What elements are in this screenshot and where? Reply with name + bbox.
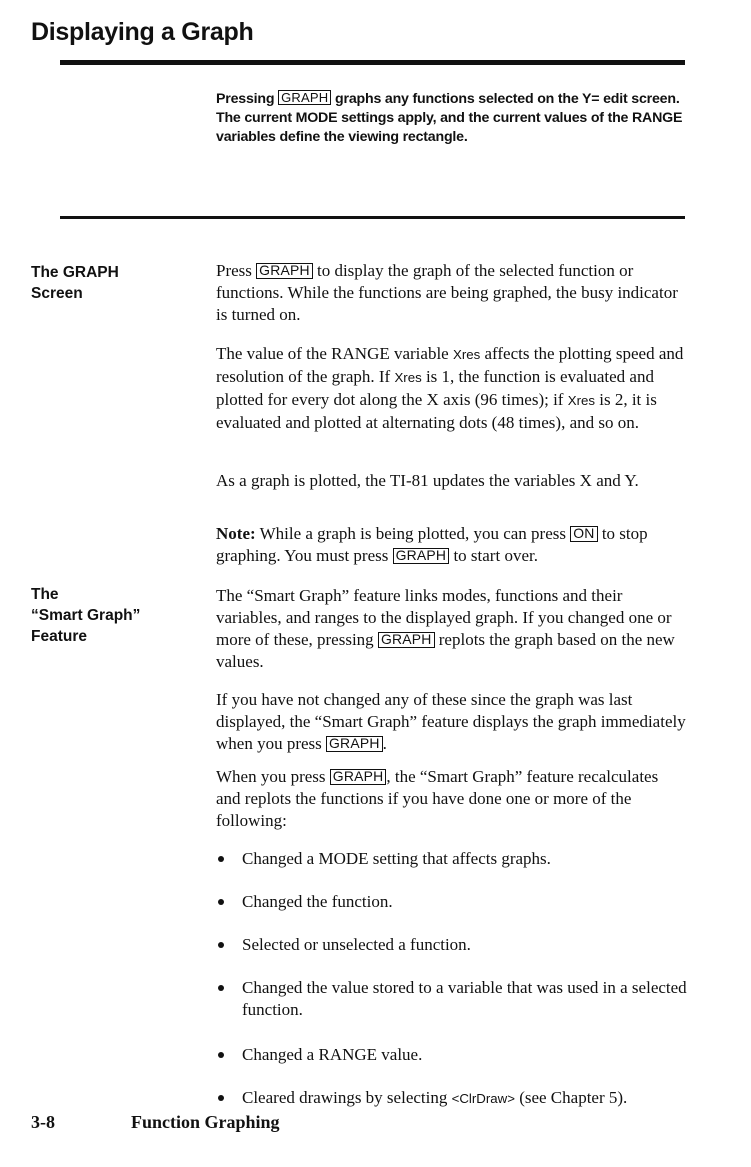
- chapter-title: Function Graphing: [131, 1112, 280, 1132]
- graph-key: GRAPH: [278, 90, 331, 105]
- text: The “Smart Graph” feature links modes, functions and their variables, and ranges to the displayed graph. If you changed one or more of these, pressing: [216, 586, 672, 649]
- paragraph-recalculates: [216, 766, 686, 832]
- sidebar-heading-smart-graph: [31, 584, 140, 647]
- heading-line: Screen: [31, 285, 83, 302]
- list-item: [216, 1087, 694, 1110]
- page-footer: [31, 1112, 280, 1133]
- list-item: [216, 977, 694, 1021]
- bullet-icon: [218, 942, 224, 948]
- top-rule: [60, 60, 685, 65]
- note-label: Note:: [216, 524, 256, 543]
- bullet-icon: [218, 1095, 224, 1101]
- text: replots the graph based on the new values.: [216, 630, 675, 671]
- heading-line: The: [31, 586, 59, 603]
- text: to display the graph of the selected function or functions. While the functions are being graphed, the busy indicator is turned on.: [216, 261, 678, 324]
- paragraph-press-graph: [216, 260, 686, 326]
- list-item: [216, 1044, 694, 1066]
- change-list: [216, 848, 694, 1131]
- section-rule: [60, 216, 685, 219]
- paragraph-not-changed: [216, 689, 686, 755]
- list-item-text: Cleared drawings by selecting: [242, 1088, 452, 1107]
- text: to stop graphing. You must press: [216, 524, 648, 565]
- text: As a graph is plotted, the TI-81 updates the variables X and Y.: [216, 471, 639, 490]
- text: affects the plotting speed and resolution of the graph. If: [216, 344, 684, 386]
- page-number: 3-8: [31, 1112, 55, 1132]
- text: If you have not changed any of these since the graph was last displayed, the “Smart Graph” feature displays the graph immediately when you press: [216, 690, 686, 753]
- clrdraw-command: <ClrDraw>: [451, 1091, 515, 1106]
- list-item: [216, 891, 694, 913]
- text: When you press: [216, 767, 330, 786]
- graph-key: GRAPH: [330, 769, 387, 785]
- intro-paragraph: [216, 90, 694, 147]
- list-item-text: Changed a MODE setting that affects graphs.: [242, 849, 551, 868]
- intro-text-end: graphs any functions selected on the Y= edit screen. The current MODE settings apply, and the current values of the RANGE variables define the viewing rectangle.: [216, 91, 683, 145]
- text: Press: [216, 261, 257, 280]
- text: is 2, it is evaluated and plotted at alternating dots (48 times), and so on.: [216, 390, 657, 432]
- list-item: [216, 848, 694, 870]
- list-item-text: Selected or unselected a function.: [242, 935, 471, 954]
- sidebar-heading-graph-screen: [31, 262, 119, 304]
- text: is 1, the function is evaluated and plotted for every dot along the X axis (96 times); if: [216, 367, 654, 409]
- list-item-text: (see Chapter 5).: [514, 1088, 628, 1107]
- bullet-icon: [218, 985, 224, 991]
- heading-line: Feature: [31, 628, 87, 645]
- heading-line: The GRAPH: [31, 264, 119, 281]
- graph-key: GRAPH: [393, 548, 450, 564]
- list-item-text: Changed a RANGE value.: [242, 1045, 423, 1064]
- text: The value of the RANGE variable: [216, 344, 453, 363]
- heading-line: “Smart Graph”: [31, 607, 141, 624]
- paragraph-updates-xy: [216, 470, 686, 492]
- bullet-icon: [218, 1052, 224, 1058]
- bullet-icon: [218, 856, 224, 862]
- text: , the “Smart Graph” feature recalculates and replots the functions if you have done one or more of the following:: [216, 767, 659, 830]
- paragraph-smart-graph-intro: [216, 585, 686, 673]
- xres-variable: Xres: [567, 393, 595, 408]
- xres-variable: Xres: [394, 370, 422, 385]
- graph-key: GRAPH: [378, 632, 435, 648]
- text: to start over.: [449, 546, 538, 565]
- text: While a graph is being plotted, you can press: [255, 524, 571, 543]
- list-item-text: Changed the value stored to a variable that was used in a selected function.: [242, 978, 687, 1019]
- list-item: [216, 934, 694, 956]
- intro-text-start: Pressing: [216, 91, 279, 107]
- page-title: Displaying a Graph: [31, 18, 254, 46]
- paragraph-note: [216, 523, 686, 567]
- paragraph-xres: [216, 343, 686, 434]
- xres-variable: Xres: [452, 347, 481, 362]
- graph-key: GRAPH: [326, 736, 383, 752]
- bullet-icon: [218, 899, 224, 905]
- on-key: ON: [570, 526, 597, 542]
- graph-key: GRAPH: [256, 263, 313, 279]
- list-item-text: Changed the function.: [242, 892, 393, 911]
- text: .: [382, 734, 387, 753]
